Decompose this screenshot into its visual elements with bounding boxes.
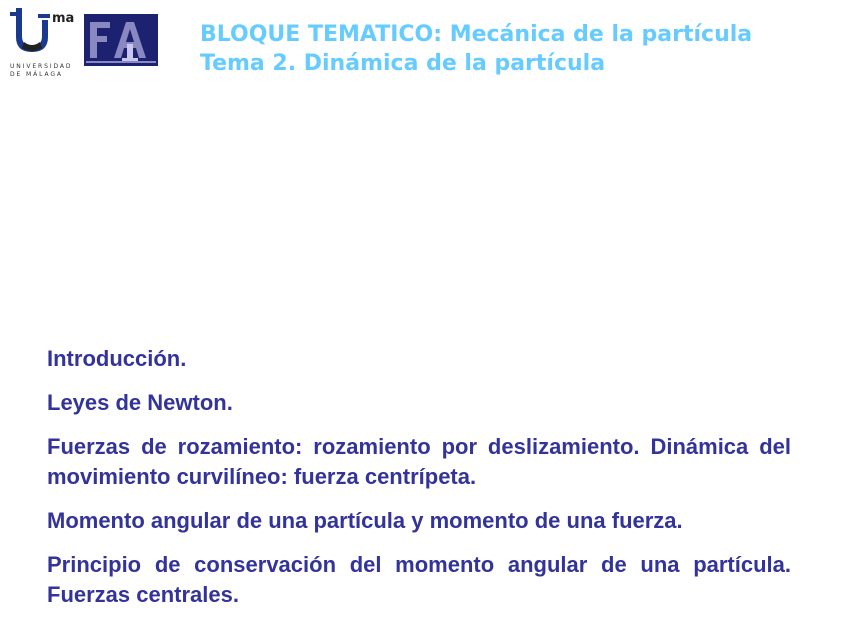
fai-logo-icon [84, 14, 158, 66]
list-item: Introducción. [47, 346, 187, 371]
list-item: Leyes de Newton. [47, 390, 233, 415]
list-item: Momento angular de una partícula y momento de una fuerza. [47, 508, 683, 533]
university-name-line1: UNIVERSIDAD [10, 63, 73, 70]
svg-text:ma: ma [52, 11, 75, 26]
list-item: Fuerzas de rozamiento: rozamiento por deslizamiento. Dinámica del movimiento curvilíneo: fuerza centrípeta. [47, 434, 791, 489]
topic-title: Tema 2. Dinámica de la partícula [200, 51, 606, 76]
university-name [10, 63, 80, 79]
slide-header [200, 20, 820, 78]
topic-list [47, 344, 791, 624]
uma-logo-icon [8, 6, 78, 56]
university-logo [8, 6, 78, 80]
university-name-line2: DE MÁLAGA [10, 71, 63, 78]
block-title: BLOQUE TEMATICO: Mecánica de la partícula [200, 22, 753, 47]
list-item: Principio de conservación del momento angular de una partícula. Fuerzas centrales. [47, 552, 791, 607]
